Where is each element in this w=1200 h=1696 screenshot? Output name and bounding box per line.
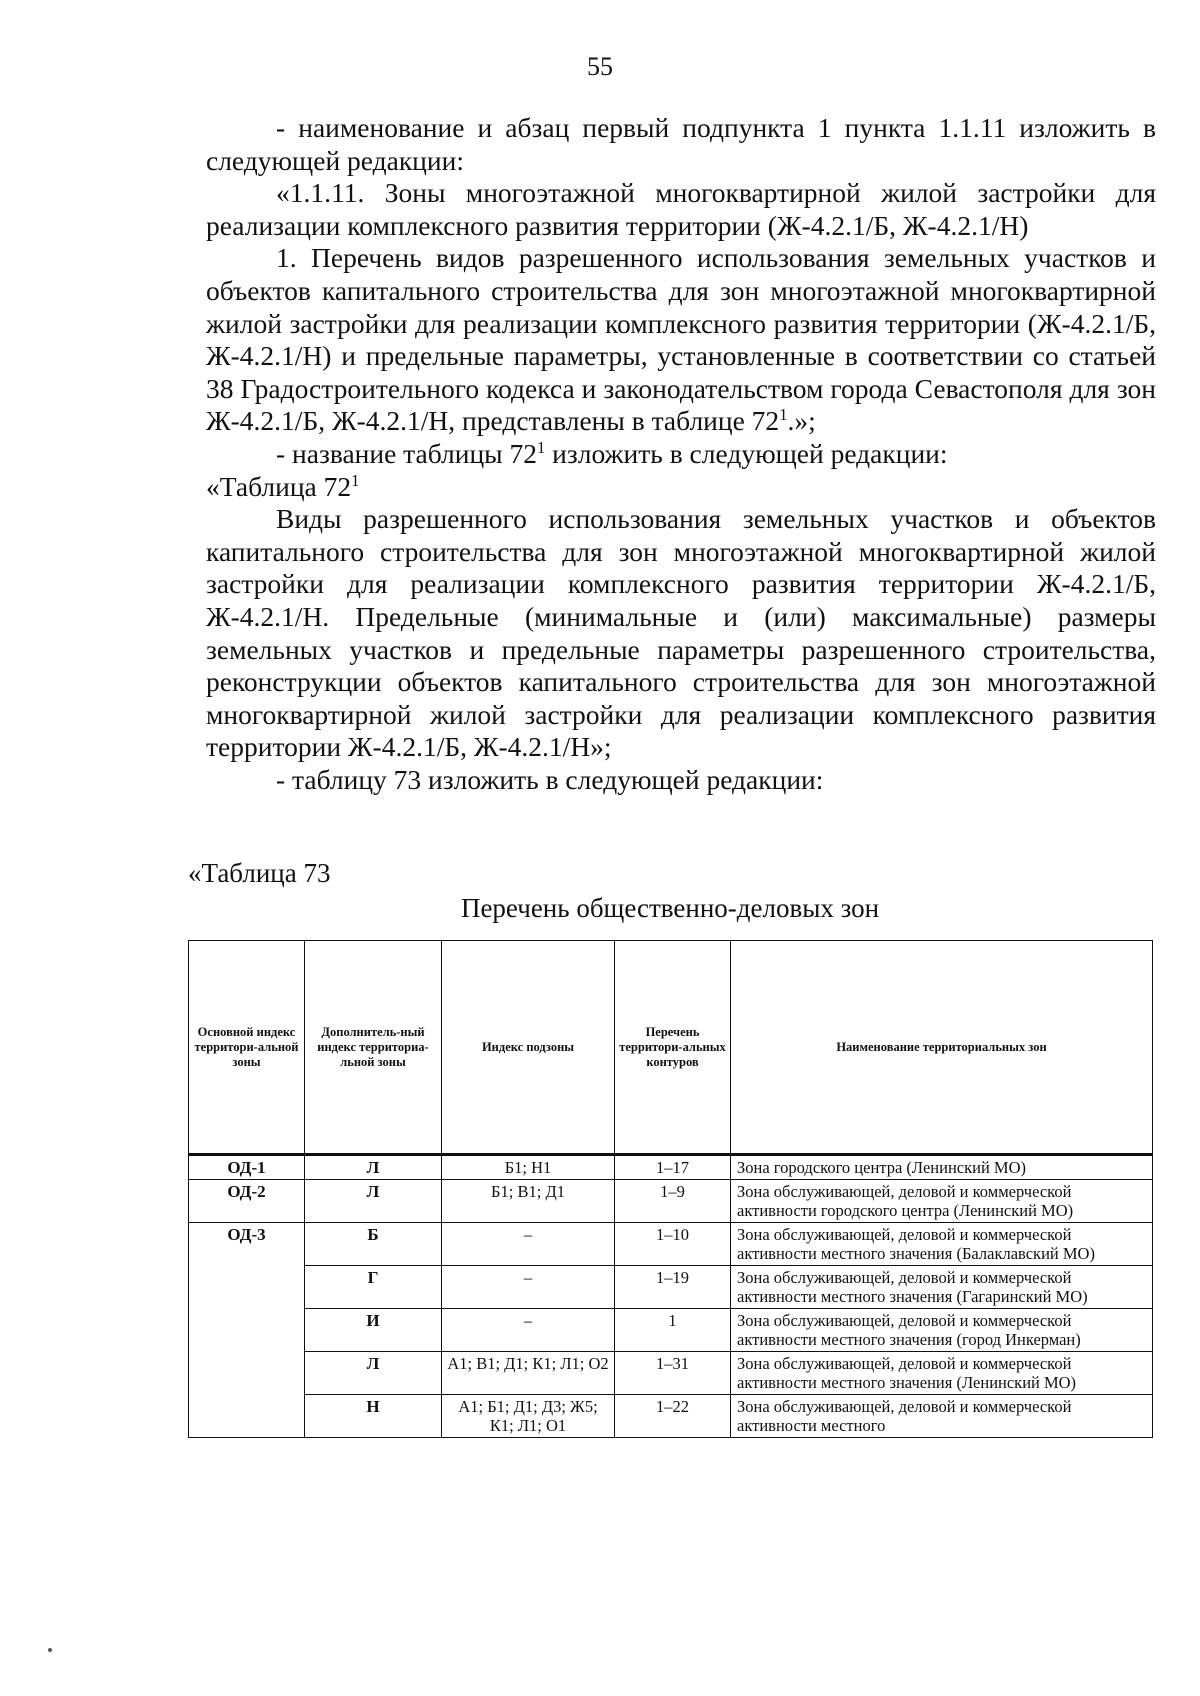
- cell-subzone: Б1; В1; Д1: [442, 1180, 615, 1223]
- scan-speck: [48, 1648, 52, 1652]
- cell-extra-index: Л: [305, 1352, 442, 1395]
- paragraph-amendment-intro: - наименование и абзац первый подпункта 1 пункта 1.1.11 изложить в следующей редакции:: [206, 112, 1156, 176]
- cell-zone-name: Зона обслуживающей, деловой и коммерческой активности местного: [731, 1395, 1153, 1438]
- cell-zone-name: Зона обслуживающей, деловой и коммерческой активности местного значения (город Инкерман): [731, 1309, 1153, 1352]
- cell-contours: 1–31: [615, 1352, 731, 1395]
- table-row: [189, 1309, 1153, 1352]
- cell-contours: 1–17: [615, 1155, 731, 1180]
- header-extra-index: Дополнитель-ный индекс территориа-льной зоны: [305, 941, 442, 1155]
- cell-contours: 1: [615, 1309, 731, 1352]
- cell-zone-name: Зона городского центра (Ленинский МО): [731, 1155, 1153, 1180]
- cell-subzone: –: [442, 1266, 615, 1309]
- cell-extra-index: Б: [305, 1223, 442, 1266]
- table-row: [189, 1155, 1153, 1180]
- header-contours: Перечень территори-альных контуров: [615, 941, 731, 1155]
- cell-contours: 1–22: [615, 1395, 731, 1438]
- header-zone-name: Наименование территориальных зон: [731, 941, 1153, 1155]
- cell-zone-name: Зона обслуживающей, деловой и коммерческой активности городского центра (Ленинский МО): [731, 1180, 1153, 1223]
- zones-table: [188, 940, 1153, 1438]
- table-label: «Таблица 73: [188, 858, 331, 888]
- table-row: [189, 1266, 1153, 1309]
- cell-contours: 1–10: [615, 1223, 731, 1266]
- cell-contours: 1–19: [615, 1266, 731, 1309]
- paragraph-section-title: «1.1.11. Зоны многоэтажной многоквартирной жилой застройки для реализации комплексного развития территории (Ж-4.2.1/Б, Ж-4.2.1/Н): [206, 177, 1156, 241]
- cell-zone-name: Зона обслуживающей, деловой и коммерческой активности местного значения (Гагаринский МО): [731, 1266, 1153, 1309]
- cell-extra-index: Л: [305, 1180, 442, 1223]
- table-row: [189, 1352, 1153, 1395]
- cell-subzone: –: [442, 1309, 615, 1352]
- cell-extra-index: Н: [305, 1395, 442, 1438]
- cell-extra-index: Л: [305, 1155, 442, 1180]
- table-caption: Перечень общественно-деловых зон: [460, 893, 880, 923]
- table-row: [189, 1395, 1153, 1438]
- page-number: 55: [587, 52, 613, 81]
- header-subzone-index: Индекс подзоны: [442, 941, 615, 1155]
- paragraph-table-73-intro: - таблицу 73 изложить в следующей редакции:: [276, 763, 824, 795]
- paragraph-table-rename: - название таблицы $72^1$ изложить в следующей редакции:: [276, 437, 948, 469]
- cell-main-index: ОД-2: [189, 1180, 305, 1223]
- cell-subzone: А1; В1; Д1; К1; Л1; О2: [442, 1352, 615, 1395]
- cell-main-index: ОД-3: [189, 1223, 305, 1438]
- paragraph-list-of-uses: 1. Перечень видов разрешенного использования земельных участков и объектов капитального строительства для зон многоэтажной многоквартирной жилой застройки для реализации комплексного развития территории (Ж-4.2.1/Б, Ж-4.2.1/Н) и предельные параметры, установленные в соответствии со статьей 38 Градостроительного кодекса и законодательством города Севастополя для зон Ж-4.2.1/Б, Ж-4.2.1/Н, представлены в таблице $72^1$.»;: [206, 242, 1156, 437]
- table-row: [189, 1180, 1153, 1223]
- cell-extra-index: Г: [305, 1266, 442, 1309]
- cell-zone-name: Зона обслуживающей, деловой и коммерческой активности местного значения (Ленинский МО): [731, 1352, 1153, 1395]
- document-body: [206, 112, 1156, 796]
- cell-contours: 1–9: [615, 1180, 731, 1223]
- cell-subzone: Б1; Н1: [442, 1155, 615, 1180]
- header-main-index: Основной индекс территори-альной зоны: [189, 941, 305, 1155]
- cell-subzone: А1; Б1; Д1; Д3; Ж5; К1; Л1; О1: [442, 1395, 615, 1438]
- table-row: [189, 1223, 1153, 1266]
- cell-subzone: –: [442, 1223, 615, 1266]
- paragraph-table-72-label: «Таблица $72^1$: [206, 470, 360, 502]
- cell-main-index: ОД-1: [189, 1155, 305, 1180]
- paragraph-table-72-title: Виды разрешенного использования земельных участков и объектов капитального строительства для зон многоэтажной многоквартирной жилой застройки для реализации комплексного развития территории Ж-4.2.1/Б, Ж-4.2.1/Н. Предельные (минимальные и (или) максимальные) размеры земельных участков и предельные параметры разрешенного строительства, реконструкции объектов капитального строительства для зон многоэтажной многоквартирной жилой застройки для реализации комплексного развития территории Ж-4.2.1/Б, Ж-4.2.1/Н»;: [206, 503, 1156, 763]
- cell-extra-index: И: [305, 1309, 442, 1352]
- table-header-row: [189, 941, 1153, 1155]
- cell-zone-name: Зона обслуживающей, деловой и коммерческой активности местного значения (Балаклавский МО): [731, 1223, 1153, 1266]
